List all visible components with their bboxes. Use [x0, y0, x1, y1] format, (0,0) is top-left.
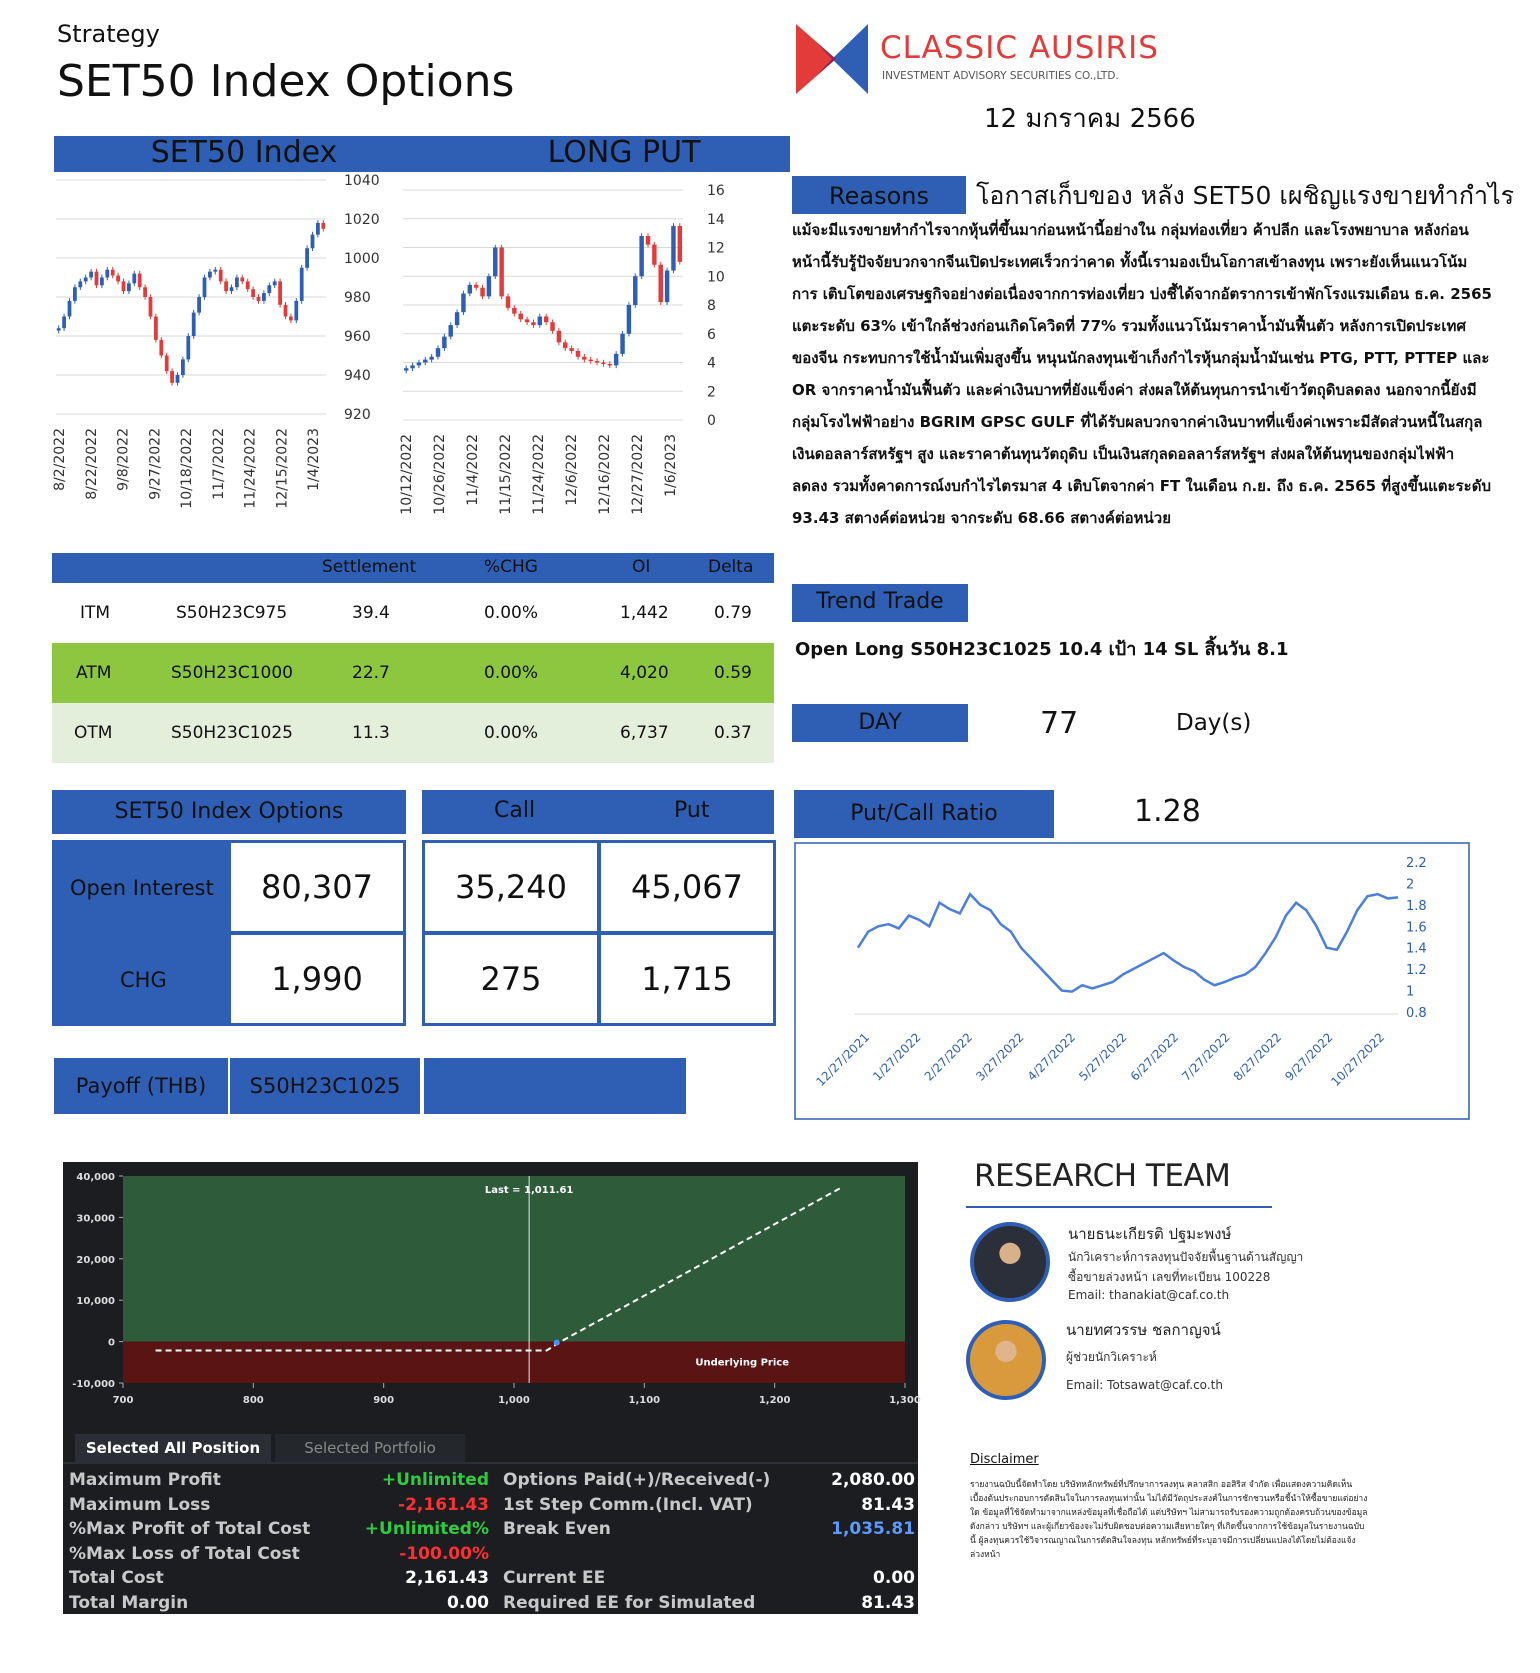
- series-line: [858, 894, 1398, 991]
- candle-body: [84, 278, 88, 282]
- open-interest-label: Open Interest: [70, 876, 214, 900]
- row-type: ATM: [76, 663, 112, 683]
- candle-body: [652, 245, 656, 265]
- stats-right: [503, 1470, 915, 1617]
- x-tick-label: 12/16/2022: [596, 434, 613, 515]
- logo-mark: [796, 24, 868, 94]
- y-tick-label: 1.2: [1406, 963, 1427, 979]
- y-tick-label: 0: [108, 1337, 115, 1349]
- break-even-marker: [554, 1340, 560, 1346]
- candle-body: [95, 272, 99, 286]
- candle-body: [455, 312, 459, 325]
- x-tick-label: 9/27/2022: [1282, 1030, 1336, 1084]
- payoff-label: Payoff (THB): [54, 1058, 228, 1114]
- candle-body: [230, 287, 234, 291]
- profit-zone: [123, 1176, 905, 1342]
- x-tick-label: 1/27/2022: [870, 1030, 924, 1084]
- y-tick-label: 8: [707, 298, 716, 314]
- candle-body: [519, 314, 523, 320]
- avatar: [970, 1222, 1050, 1302]
- x-tick-label: 5/27/2022: [1076, 1030, 1130, 1084]
- x-tick-label: 10/12/2022: [399, 434, 415, 515]
- candle-body: [576, 351, 580, 357]
- candle-body: [192, 313, 196, 336]
- x-tick-label: 11/7/2022: [210, 428, 227, 500]
- x-tick-label: 11/24/2022: [530, 434, 547, 515]
- reason-line: ของจีน กระทบการใช้น้ำมันเพิ่มสูงขึ้น หนุนนักลงทุนเข้าเก็งกำไรหุ้นกลุ่มน้ำมันเช่น PTG, PTT, PTTEP และ: [792, 349, 1490, 367]
- put-oi: 45,067: [598, 840, 776, 934]
- x-tick-label: 1,100: [628, 1395, 661, 1406]
- x-tick-label: 1,200: [758, 1395, 791, 1406]
- candle-body: [73, 287, 77, 301]
- stat-row: [69, 1568, 489, 1593]
- table-row-itm: [52, 583, 774, 643]
- x-tick-label: 6/27/2022: [1127, 1030, 1182, 1084]
- candle-body: [116, 276, 120, 282]
- put-call-value: 1.28: [1134, 794, 1201, 829]
- reason-line: OR จากราคาน้ำมันฟื้นตัว และค่าเงินบาทที่ยังแข็งค่า ส่งผลให้ต้นทุนการนำเข้าวัตถุดิบลดลง นอกจากนี้ยังมี: [792, 381, 1477, 399]
- candle-body: [442, 337, 446, 349]
- stat-row: [503, 1495, 915, 1520]
- reason-line: เงินดอลลาร์สหรัฐฯ สูง และราคาต้นทุนวัตถุดิบ เป็นเงินสกุลดอลลาร์สหรัฐฯ ส่งผลให้ต้นทุนของกลุ่มไฟฟ้า: [792, 445, 1455, 463]
- x-tick-label: 12/27/2021: [813, 1030, 873, 1090]
- candle-body: [480, 288, 484, 297]
- x-tick-label: 2/27/2022: [921, 1030, 976, 1084]
- candle-body: [154, 317, 158, 340]
- call-put-header: [422, 790, 774, 834]
- candle-body: [246, 281, 250, 289]
- stat-row: [503, 1519, 915, 1544]
- x-tick-label: 3/27/2022: [973, 1030, 1027, 1084]
- open-interest-total: 80,307: [228, 840, 406, 934]
- x-tick-label: 1/4/2023: [306, 428, 323, 491]
- y-tick-label: 1.6: [1406, 920, 1427, 936]
- x-tick-label: 4/27/2022: [1024, 1030, 1079, 1084]
- candle-body: [127, 283, 131, 291]
- y-tick-label: 1040: [344, 173, 380, 189]
- x-tick-label: 11/24/2022: [242, 428, 259, 509]
- candle-body: [143, 287, 147, 297]
- member-name: นายทศวรรษ ชลกาญจน์: [1066, 1321, 1221, 1339]
- x-tick-label: 10/27/2022: [1328, 1030, 1388, 1090]
- stat-label: Current EE: [503, 1568, 606, 1588]
- stat-label: Required EE for Simulated: [503, 1592, 756, 1613]
- day-value: 77: [1040, 706, 1079, 741]
- x-tick-label: 8/27/2022: [1230, 1030, 1285, 1084]
- candle-body: [665, 271, 669, 303]
- stat-value: 2,161.43: [405, 1568, 489, 1588]
- put-label: Put: [674, 798, 710, 823]
- candle-body: [311, 235, 315, 249]
- x-tick-label: 9/8/2022: [115, 428, 132, 491]
- set50-index-chart: [50, 173, 420, 550]
- row-chg: 0.00%: [484, 723, 539, 743]
- stat-value: +Unlimited: [381, 1470, 489, 1490]
- logo-subtitle: INVESTMENT ADVISORY SECURITIES CO.,LTD.: [882, 70, 1119, 82]
- candle-body: [262, 293, 266, 301]
- stat-label: Maximum Loss: [69, 1494, 211, 1515]
- candle-body: [544, 317, 548, 323]
- row-delta: 0.37: [714, 723, 752, 743]
- stat-label: Total Cost: [69, 1568, 164, 1588]
- long-put-header: LONG PUT: [547, 135, 701, 170]
- header-delta: Delta: [708, 557, 754, 577]
- oi-labels-column: [52, 840, 228, 1026]
- stat-value: +Unlimited%: [364, 1519, 489, 1539]
- y-tick-label: 1020: [344, 212, 380, 228]
- x-tick-label: 7/27/2022: [1179, 1030, 1233, 1084]
- row-series: S50H23C1000: [171, 663, 293, 683]
- candle-body: [506, 296, 510, 308]
- chg-total: 1,990: [228, 932, 406, 1026]
- candle-body: [493, 248, 497, 277]
- x-tick-label: 8/2/2022: [52, 428, 68, 491]
- candle-body: [149, 297, 153, 317]
- candle-body: [213, 270, 217, 272]
- report-date: 12 มกราคม 2566: [984, 104, 1196, 134]
- candle-body: [474, 285, 478, 288]
- row-series: S50H23C975: [176, 603, 288, 623]
- y-tick-label: 1000: [344, 251, 380, 267]
- candle-body: [550, 322, 554, 331]
- candle-body: [512, 308, 516, 314]
- put-chg: 1,715: [598, 932, 776, 1026]
- candle-body: [404, 368, 408, 370]
- stat-value: 2,080.00: [831, 1470, 915, 1490]
- candle-body: [197, 297, 201, 313]
- candle-body: [305, 248, 309, 268]
- stat-row: [69, 1495, 489, 1520]
- x-tick-label: 11/4/2022: [464, 434, 481, 506]
- stat-label: Total Margin: [69, 1592, 189, 1613]
- payoff-blank-cell: [424, 1058, 686, 1114]
- candle-body: [68, 301, 72, 317]
- oi-summary-title: SET50 Index Options: [52, 790, 406, 834]
- member-role: นักวิเคราะห์การลงทุนปัจจัยพื้นฐานด้านสัญญา: [1068, 1250, 1304, 1264]
- stat-row: [503, 1568, 915, 1593]
- candle-body: [176, 375, 180, 383]
- row-chg: 0.00%: [484, 603, 539, 623]
- y-tick-label: 0: [707, 413, 716, 429]
- candle-body: [240, 278, 244, 282]
- reason-line: แม้จะมีแรงขายทำกำไรจากหุ้นที่ขึ้นมาก่อนหน้านี้อย่างใน กลุ่มท่องเที่ยว ค้าปลีก และโรงพยาบาล หลังก่อน: [792, 221, 1469, 239]
- row-settlement: 39.4: [352, 603, 390, 623]
- x-tick-label: 1/6/2023: [662, 434, 679, 497]
- candle-body: [627, 305, 631, 334]
- x-tick-label: 900: [373, 1395, 395, 1406]
- candle-body: [499, 248, 503, 297]
- reasons-label: Reasons: [792, 176, 966, 214]
- candle-body: [62, 317, 66, 329]
- payoff-chart: [63, 1162, 921, 1434]
- candle-body: [203, 278, 207, 298]
- x-tick-label: 12/27/2022: [629, 434, 646, 515]
- candle-body: [284, 305, 288, 317]
- stat-label: Maximum Profit: [69, 1470, 221, 1490]
- stat-row: [69, 1593, 489, 1618]
- row-settlement: 22.7: [352, 663, 390, 683]
- day-unit: Day(s): [1176, 710, 1252, 736]
- reason-line: กลุ่มโรงไฟฟ้าอย่าง BGRIM GPSC GULF ที่ได้รับผลบวกจากค่าเงินบาทที่แข็งค่าเพราะมีสัดส่วนหนี้ในสกุล: [792, 413, 1483, 431]
- candle-body: [569, 348, 573, 351]
- reason-line: ลดลง รวมทั้งคาดการณ์งบกำไรไตรมาส 4 เติบโตจากค่า FT ในเดือน ก.ย. ถึง ธ.ค. 2565 ที่สูงขึ้นแตะระดับ: [792, 477, 1491, 495]
- candle-body: [294, 301, 298, 321]
- day-label: DAY: [792, 704, 968, 742]
- candle-body: [614, 354, 618, 366]
- chart-header-bar: [54, 136, 790, 172]
- header-chg: %CHG: [484, 557, 538, 577]
- candle-body: [468, 285, 472, 294]
- candle-body: [639, 236, 643, 276]
- stat-label: %Max Loss of Total Cost: [69, 1543, 300, 1564]
- candle-body: [531, 322, 535, 325]
- stat-value: 1,035.81: [831, 1519, 915, 1539]
- candle-body: [208, 272, 212, 278]
- call-oi: 35,240: [422, 840, 600, 934]
- stat-label: Break Even: [503, 1519, 611, 1539]
- options-table-header: [52, 553, 774, 583]
- reasons-body: [792, 214, 1532, 534]
- header-settlement: Settlement: [322, 557, 417, 577]
- trend-trade-text: Open Long S50H23C1025 10.4 เป้า 14 SL สิ้นวัน 8.1: [795, 639, 1289, 660]
- reason-line: แตะระดับ 63% เข้าใกล้ช่วงก่อนเกิดโควิดที่ 77% รวมทั้งแนวโน้มราคาน้ำมันฟื้นตัว หลังการเปิดประเทศ: [792, 317, 1466, 335]
- x-tick-label: 1,300: [889, 1395, 921, 1406]
- candle-body: [646, 236, 650, 245]
- candle-body: [429, 357, 433, 360]
- reasons-headline: โอกาสเก็บของ หลัง SET50 เผชิญแรงขายทำกำไร: [976, 181, 1515, 210]
- reason-line: หน้านี้รับรู้ปัจจัยบวกจากจีนเปิดประเทศเร็วกว่าคาด ทั้งนี้เรามองเป็นโอกาสเข้าลงทุน เพราะยังเห็นแนวโน้ม: [792, 253, 1468, 271]
- tab-selected-portfolio[interactable]: Selected Portfolio: [275, 1434, 465, 1462]
- candle-body: [678, 226, 682, 262]
- y-tick-label: 1: [1406, 984, 1415, 1000]
- candle-body: [557, 331, 561, 343]
- candle-body: [105, 270, 109, 278]
- stat-label: %Max Profit of Total Cost: [69, 1519, 311, 1539]
- x-tick-label: 12/6/2022: [563, 434, 580, 506]
- candle-body: [132, 274, 136, 284]
- candle-body: [417, 363, 421, 366]
- row-oi: 6,737: [620, 723, 669, 743]
- chg-label: CHG: [120, 968, 167, 992]
- candle-body: [620, 334, 624, 354]
- candle-body: [224, 281, 228, 291]
- stat-value: 0.00: [873, 1568, 915, 1588]
- stat-label: Options Paid(+)/Received(-): [503, 1470, 771, 1490]
- stat-value: 81.43: [861, 1592, 915, 1613]
- candle-body: [525, 319, 529, 322]
- candle-body: [289, 317, 293, 321]
- y-tick-label: 40,000: [76, 1172, 115, 1183]
- row-series: S50H23C1025: [171, 723, 293, 743]
- row-type: OTM: [74, 723, 113, 743]
- payoff-series: S50H23C1025: [230, 1058, 420, 1114]
- page-title: SET50 Index Options: [57, 56, 515, 107]
- put-call-chart: [794, 842, 1470, 1120]
- row-type: ITM: [80, 603, 111, 623]
- candle-body: [563, 342, 567, 348]
- header-oi: OI: [632, 557, 651, 577]
- candle-body: [267, 285, 271, 293]
- candle-body: [170, 371, 174, 383]
- put-call-label: Put/Call Ratio: [794, 790, 1054, 838]
- stat-row: [503, 1470, 915, 1495]
- candle-body: [659, 265, 663, 302]
- y-tick-label: 20,000: [76, 1254, 115, 1266]
- member-role-2: ซื้อขายล่วงหน้า เลขที่ทะเบียน 100228: [1068, 1270, 1271, 1284]
- avatar: [966, 1320, 1046, 1400]
- candle-body: [595, 361, 599, 363]
- candle-body: [89, 272, 93, 278]
- y-tick-label: 920: [344, 407, 371, 423]
- x-tick-label: 8/22/2022: [83, 428, 100, 500]
- stat-value: 0.00: [447, 1592, 489, 1613]
- reason-line: การ เติบโตของเศรษฐกิจอย่างต่อเนื่องจากการท่องเที่ยว บ่งชี้ได้จากอัตราการเข้าพักโรงแรมเดือน ธ.ค. 2565: [792, 285, 1492, 303]
- y-tick-label: 16: [707, 183, 725, 199]
- stat-row: [69, 1544, 489, 1569]
- disclaimer-text: รายงานฉบับนี้จัดทำโดย บริษัทหลักทรัพย์ที่ปรึกษาการลงทุน คลาสสิก ออสิริส จำกัด เพื่อแสดงความคิดเห็นเบื้องต้นประกอบการตัดสินใจในการลงทุนเท่านั้น ไม่ได้มีวัตถุประสงค์ในการชักชวนหรือชี้นำให้ซื้อขายแต่อย่างใด ข้อมูลที่ใช้จัดทำมาจากแหล่งข้อมูลที่เชื่อถือได้ แต่บริษัทฯ ไม่สามารถรับรองความถูกต้องครบถ้วนของข้อมูลดังกล่าว บริษัทฯ และผู้เกี่ยวข้องจะไม่รับผิดชอบต่อความเสียหายใดๆ ที่เกิดขึ้นจากการใช้ข้อมูลในรายงานฉบับนี้ ผู้ลงทุนควรใช้วิจารณญาณในการตัดสินใจลงทุน หลักทรัพย์ที่ระบุอาจมีการเปลี่ยนแปลงได้โดยไม่ต้องแจ้งล่วงหน้า: [970, 1480, 1368, 1560]
- member-role: ผู้ช่วยนักวิเคราะห์: [1066, 1350, 1157, 1364]
- table-row-atm: [52, 643, 774, 703]
- candle-body: [633, 276, 637, 305]
- row-delta: 0.79: [714, 603, 752, 623]
- candle-body: [589, 360, 593, 362]
- candle-body: [257, 297, 261, 301]
- x-tick-label: 11/15/2022: [497, 434, 514, 515]
- logo-name: CLASSIC AUSIRIS: [880, 30, 1159, 66]
- candle-body: [601, 363, 605, 365]
- stats-left: [69, 1470, 489, 1617]
- y-tick-label: 10,000: [76, 1296, 115, 1308]
- candle-body: [278, 281, 282, 304]
- candle-body: [251, 289, 255, 297]
- candle-body: [461, 294, 465, 313]
- candle-body: [410, 365, 414, 368]
- stat-row: [503, 1593, 915, 1618]
- y-tick-label: 2.2: [1406, 856, 1427, 871]
- trend-trade-label: Trend Trade: [792, 584, 968, 622]
- x-tick-label: 10/26/2022: [431, 434, 448, 515]
- research-team-underline: [966, 1206, 1272, 1208]
- candle-body: [78, 281, 82, 287]
- underlying-price-label: Underlying Price: [695, 1357, 789, 1369]
- y-tick-label: 4: [707, 355, 716, 372]
- x-tick-label: 1,000: [498, 1395, 530, 1406]
- candle-body: [671, 226, 675, 271]
- candle-body: [608, 364, 612, 366]
- x-tick-label: 800: [242, 1395, 264, 1406]
- member-email: Email: Totsawat@caf.co.th: [1066, 1378, 1223, 1392]
- x-tick-label: 9/27/2022: [147, 428, 164, 500]
- candle-body: [219, 270, 223, 282]
- stat-label: 1st Step Comm.(Incl. VAT): [503, 1494, 753, 1515]
- y-tick-label: 12: [707, 240, 725, 257]
- candle-body: [235, 278, 239, 288]
- stat-row: [69, 1470, 489, 1495]
- candle-body: [159, 340, 163, 356]
- y-tick-label: 1.8: [1406, 898, 1427, 914]
- candle-body: [321, 223, 325, 229]
- candle-body: [57, 328, 61, 330]
- tab-selected-all-position[interactable]: Selected All Position: [75, 1434, 271, 1462]
- y-tick-label: 960: [344, 329, 371, 345]
- candle-body: [111, 270, 115, 276]
- x-tick-label: 12/15/2022: [274, 428, 291, 509]
- y-tick-label: 14: [707, 211, 725, 228]
- y-tick-label: 10: [707, 269, 725, 286]
- stat-value: -100.00%: [399, 1543, 489, 1564]
- candle-body: [138, 274, 142, 288]
- disclaimer-title: Disclaimer: [970, 1452, 1039, 1467]
- payoff-panel: [63, 1162, 921, 1614]
- x-tick-label: 700: [112, 1395, 134, 1406]
- y-tick-label: -10,000: [72, 1379, 115, 1390]
- candle-body: [100, 278, 104, 286]
- stat-row: [503, 1544, 915, 1569]
- member-email: Email: thanakiat@caf.co.th: [1068, 1288, 1230, 1302]
- y-tick-label: 940: [344, 368, 371, 384]
- candle-body: [449, 325, 453, 337]
- candle-body: [273, 281, 277, 285]
- strategy-label: Strategy: [57, 20, 160, 48]
- x-tick-label: 10/18/2022: [179, 428, 196, 509]
- y-tick-label: 6: [707, 326, 716, 343]
- candle-body: [538, 317, 542, 326]
- call-chg: 275: [422, 932, 600, 1026]
- tab-divider: [63, 1462, 918, 1464]
- stat-value: -2,161.43: [398, 1494, 489, 1515]
- table-row-otm: [52, 703, 774, 763]
- candle-body: [316, 223, 320, 235]
- candle-body: [436, 348, 440, 357]
- row-chg: 0.00%: [484, 663, 539, 683]
- candle-body: [181, 359, 185, 375]
- stat-row: [69, 1519, 489, 1544]
- candle-body: [582, 357, 586, 360]
- candle-body: [423, 360, 427, 363]
- candle-body: [300, 268, 304, 301]
- y-tick-label: 30,000: [76, 1213, 115, 1225]
- y-tick-label: 1.4: [1406, 941, 1427, 957]
- research-team-title: RESEARCH TEAM: [974, 1158, 1231, 1194]
- call-label: Call: [494, 798, 536, 823]
- y-tick-label: 2: [707, 384, 716, 401]
- candle-body: [487, 276, 491, 296]
- last-price-label: Last = 1,011.61: [484, 1185, 574, 1196]
- row-delta: 0.59: [714, 663, 752, 683]
- y-tick-label: 2: [1406, 877, 1415, 893]
- long-put-chart: [399, 180, 785, 550]
- candle-body: [122, 281, 126, 291]
- y-tick-label: 0.8: [1406, 1006, 1427, 1021]
- row-settlement: 11.3: [352, 723, 390, 743]
- reason-line: 93.43 สตางค์ต่อหน่วย จากระดับ 68.66 สตางค์ต่อหน่วย: [792, 509, 1172, 527]
- member-name: นายธนะเกียรติ ปฐมะพงษ์: [1068, 1225, 1232, 1243]
- candle-body: [165, 356, 169, 372]
- y-tick-label: 980: [344, 290, 371, 306]
- candle-body: [186, 336, 190, 359]
- row-oi: 1,442: [620, 603, 669, 623]
- row-oi: 4,020: [620, 663, 669, 683]
- stat-value: 81.43: [861, 1494, 915, 1515]
- set50-index-header: SET50 Index: [150, 135, 338, 170]
